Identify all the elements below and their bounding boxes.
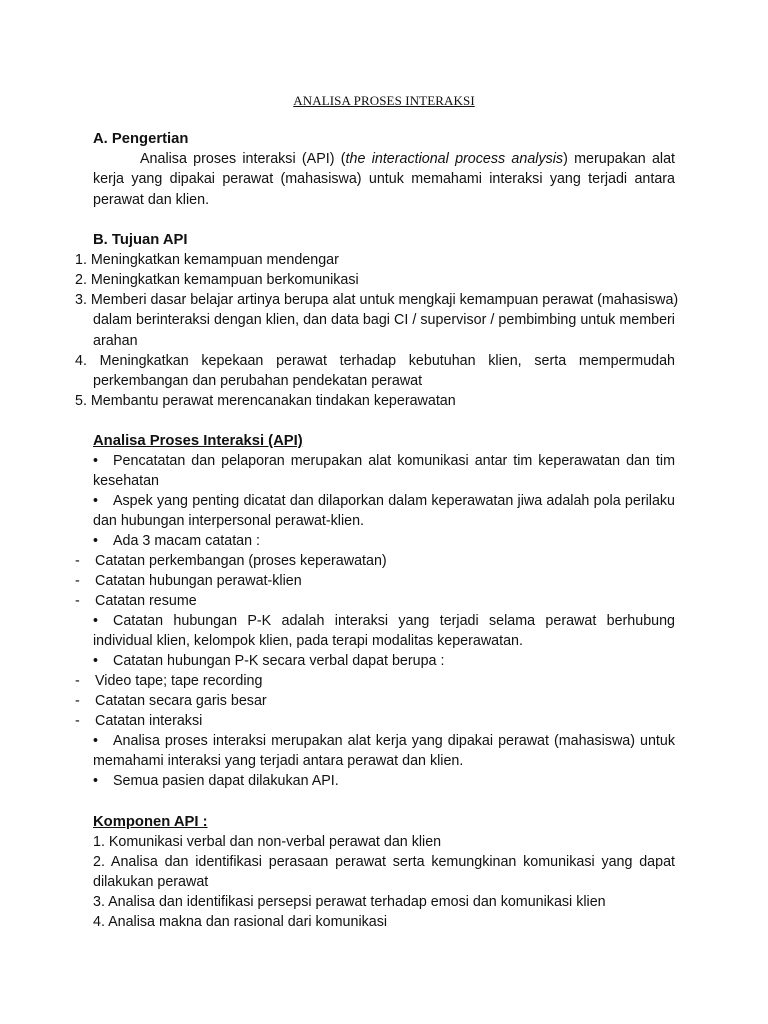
dash-icon: -	[75, 593, 80, 609]
bullet-item	[93, 452, 675, 470]
bullet-continuation: individual klien, kelompok klien, pada terapi modalitas keperawatan.	[93, 633, 523, 649]
bullet-text: Catatan hubungan P-K adalah interaksi yang terjadi selama perawat berhubung	[113, 613, 675, 629]
list-item: 3. Memberi dasar belajar artinya berupa alat untuk mengkaji kemampuan perawat (mahasiswa)	[75, 292, 679, 308]
list-item-continuation: arahan	[93, 333, 138, 349]
heading-analisa: Analisa Proses Interaksi (API)	[93, 433, 303, 449]
dash-item: Catatan secara garis besar	[95, 693, 267, 709]
document-title: ANALISA PROSES INTERAKSI	[293, 93, 475, 108]
list-item: 4. Meningkatkan kepekaan perawat terhadap kebutuhan klien, serta mempermudah	[75, 353, 675, 369]
bullet-text: Semua pasien dapat dilakukan API.	[113, 773, 339, 789]
dash-item: Catatan perkembangan (proses keperawatan)	[95, 553, 387, 569]
list-item: 1. Komunikasi verbal dan non-verbal perawat dan klien	[93, 834, 442, 850]
bullet-icon: •	[93, 613, 99, 629]
bullet-icon: •	[93, 773, 99, 789]
bullet-text: Aspek yang penting dicatat dan dilaporkan dalam keperawatan jiwa adalah pola perilaku	[113, 493, 675, 509]
bullet-item	[93, 532, 675, 550]
list-item: 3. Analisa dan identifikasi persepsi perawat terhadap emosi dan komunikasi klien	[93, 894, 606, 910]
dash-icon: -	[75, 673, 80, 689]
list-item: 2. Meningkatkan kemampuan berkomunikasi	[75, 272, 359, 288]
bullet-text: Ada 3 macam catatan :	[113, 533, 261, 549]
pengertian-line-2: kerja yang dipakai perawat (mahasiswa) untuk memahami interaksi yang terjadi antara	[93, 171, 675, 187]
dash-icon: -	[75, 553, 80, 569]
bullet-item	[93, 612, 675, 630]
bullet-icon: •	[93, 493, 99, 509]
bullet-text: Catatan hubungan P-K secara verbal dapat berupa :	[113, 653, 445, 669]
bullet-text: Pencatatan dan pelaporan merupakan alat komunikasi antar tim keperawatan dan tim	[113, 453, 675, 469]
bullet-text: Analisa proses interaksi merupakan alat kerja yang dipakai perawat (mahasiswa) untuk	[113, 733, 675, 749]
bullet-continuation: kesehatan	[93, 473, 159, 489]
dash-icon: -	[75, 573, 80, 589]
bullet-item	[93, 652, 675, 670]
bullet-icon: •	[93, 533, 99, 549]
dash-icon: -	[75, 713, 80, 729]
list-item-continuation: dalam berinteraksi dengan klien, dan data bagi CI / supervisor / pembimbing untuk memberi	[93, 312, 675, 328]
list-item-continuation: dilakukan perawat	[93, 874, 209, 890]
heading-tujuan: B. Tujuan API	[93, 232, 188, 248]
dash-item: Catatan resume	[95, 593, 197, 609]
pengertian-line-1	[140, 150, 675, 168]
dash-item: Catatan hubungan perawat-klien	[95, 573, 302, 589]
bullet-continuation: dan hubungan interpersonal perawat-klien.	[93, 513, 365, 529]
list-item: 2. Analisa dan identifikasi perasaan perawat serta kemungkinan komunikasi yang dapat	[93, 854, 675, 870]
bullet-continuation: memahami interaksi yang terjadi antara perawat dan klien.	[93, 753, 464, 769]
bullet-item	[93, 732, 675, 750]
bullet-item	[93, 492, 675, 510]
list-item: 1. Meningkatkan kemampuan mendengar	[75, 252, 339, 268]
pengertian-line-3: perawat dan klien.	[93, 192, 210, 208]
bullet-icon: •	[93, 653, 99, 669]
list-item: 4. Analisa makna dan rasional dari komunikasi	[93, 914, 388, 930]
bullet-icon: •	[93, 453, 99, 469]
dash-item: Catatan interaksi	[95, 713, 203, 729]
heading-pengertian: A. Pengertian	[93, 131, 189, 147]
heading-komponen: Komponen API :	[93, 814, 208, 830]
bullet-item	[93, 772, 675, 790]
bullet-icon: •	[93, 733, 99, 749]
dash-item: Video tape; tape recording	[95, 673, 263, 689]
list-item-continuation: perkembangan dan perubahan pendekatan perawat	[93, 373, 423, 389]
list-item: 5. Membantu perawat merencanakan tindakan keperawatan	[75, 393, 456, 409]
pengertian-text-post: ) merupakan alat	[563, 151, 675, 167]
pengertian-text-pre: Analisa proses interaksi (API) (	[140, 151, 346, 167]
pengertian-text-italic: the interactional process analysis	[345, 151, 564, 167]
dash-icon: -	[75, 693, 80, 709]
